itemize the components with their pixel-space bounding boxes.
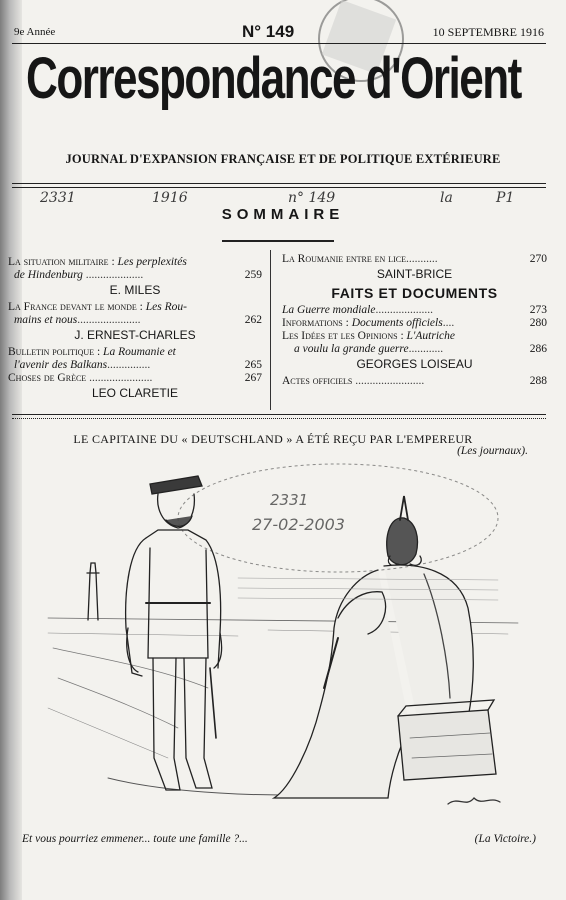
masthead-subtitle: JOURNAL D'EXPANSION FRANÇAISE ET DE POLITIQUE EXTÉRIEURE: [65, 152, 501, 166]
stamp-date: 27-02-2003: [252, 515, 345, 534]
issue-header: [14, 24, 544, 42]
stamp-number: 2331: [270, 491, 309, 509]
toc-entry-label: Bulletin politique: [8, 346, 95, 358]
illustration-heading: LE CAPITAINE DU « DEUTSCHLAND » A ÉTÉ REÇU PAR L'EMPEREUR: [73, 432, 473, 446]
column-divider: [270, 250, 271, 410]
toc-author: J. ERNEST-CHARLES: [74, 328, 196, 342]
toc-author: LEO CLARETIE: [91, 386, 179, 400]
toc-right-column: [282, 253, 547, 388]
toc-entry-label: La Guerre mondiale: [282, 304, 376, 316]
sommaire-heading: SOMMAIRE: [221, 206, 345, 223]
masthead-title: Correspondance d'Orient: [26, 46, 521, 111]
toc-entry-label: Les Idées et les Opinions: [282, 330, 398, 342]
toc-entry[interactable]: Bulletin politique : La Roumanie et l'avenir des Balkans............... 265: [8, 346, 262, 371]
handwritten-code: P1: [496, 190, 515, 206]
sommaire-bottom-rule: [12, 414, 546, 415]
toc-entry-label: Actes officiels: [282, 375, 353, 387]
sommaire-rule: [222, 240, 334, 242]
toc-page-number: 262: [244, 314, 262, 326]
toc-entry[interactable]: Les Idées et les Opinions : L'Autriche a voulu la grande guerre............ 286 GEORGES LOISEAU: [282, 330, 547, 371]
toc-entry-label: La Roumanie entre en lice: [282, 253, 406, 265]
section-heading: FAITS ET DOCUMENTS: [331, 285, 498, 301]
binding-shadow: [0, 0, 22, 900]
toc-page-number: 286: [529, 343, 547, 355]
toc-entry-label: Informations: [282, 317, 343, 329]
issue-year: 9e Année: [14, 26, 56, 38]
header-rule: [12, 43, 546, 44]
toc-page-number: 270: [529, 253, 547, 265]
cartoon-caption: Et vous pourriez emmener... toute une famille ?...: [22, 833, 248, 845]
masthead-rule-bottom: [12, 187, 546, 188]
toc-entry[interactable]: La France devant le monde : Les Rou- mains et nous...................... 262 J. ERNEST-CHARLES: [8, 301, 262, 342]
toc-page-number: 273: [529, 304, 547, 316]
toc-page-number: 267: [244, 372, 262, 384]
issue-date: 10 SEPTEMBRE 1916: [432, 25, 544, 39]
toc-entry-label: Choses de Grèce: [8, 372, 87, 384]
handwritten-number: n° 149: [288, 190, 336, 206]
toc-entry[interactable]: Choses de Grèce ...................... 267 LEO CLARETIE: [8, 372, 262, 400]
toc-page-number: 288: [529, 375, 547, 387]
toc-entry[interactable]: Actes officiels ........................ 288: [282, 375, 547, 387]
handwritten-la: la: [440, 190, 453, 206]
illustration-source: (Les journaux).: [457, 445, 528, 457]
toc-entry[interactable]: Informations : Documents officiels.... 280: [282, 317, 547, 329]
toc-author: GEORGES LOISEAU: [356, 357, 473, 371]
issue-number: N° 149: [242, 22, 295, 41]
toc-entry[interactable]: La situation militaire : Les perplexités de Hindenburg .................... 259 E. MILES: [8, 256, 262, 297]
handwritten-ref: 2331: [40, 190, 76, 206]
handwritten-year: 1916: [152, 190, 188, 206]
toc-page-number: 259: [244, 269, 262, 281]
toc-left-column: [8, 256, 262, 404]
cartoon-illustration: [38, 458, 528, 814]
masthead-rule-top: [12, 183, 546, 184]
toc-author: E. MILES: [109, 283, 161, 297]
toc-entry[interactable]: La Roumanie entre en lice........... 270 SAINT-BRICE: [282, 253, 547, 281]
toc-entry[interactable]: La Guerre mondiale.................... 273: [282, 304, 547, 316]
toc-entry-label: La situation militaire: [8, 256, 109, 268]
cartoon-caption-source: (La Victoire.): [474, 833, 536, 845]
sommaire-bottom-rule-dotted: [12, 418, 546, 419]
toc-entry-label: La France devant le monde: [8, 301, 137, 313]
toc-page-number: 265: [244, 359, 262, 371]
toc-author: SAINT-BRICE: [376, 267, 453, 281]
toc-page-number: 280: [529, 317, 547, 329]
